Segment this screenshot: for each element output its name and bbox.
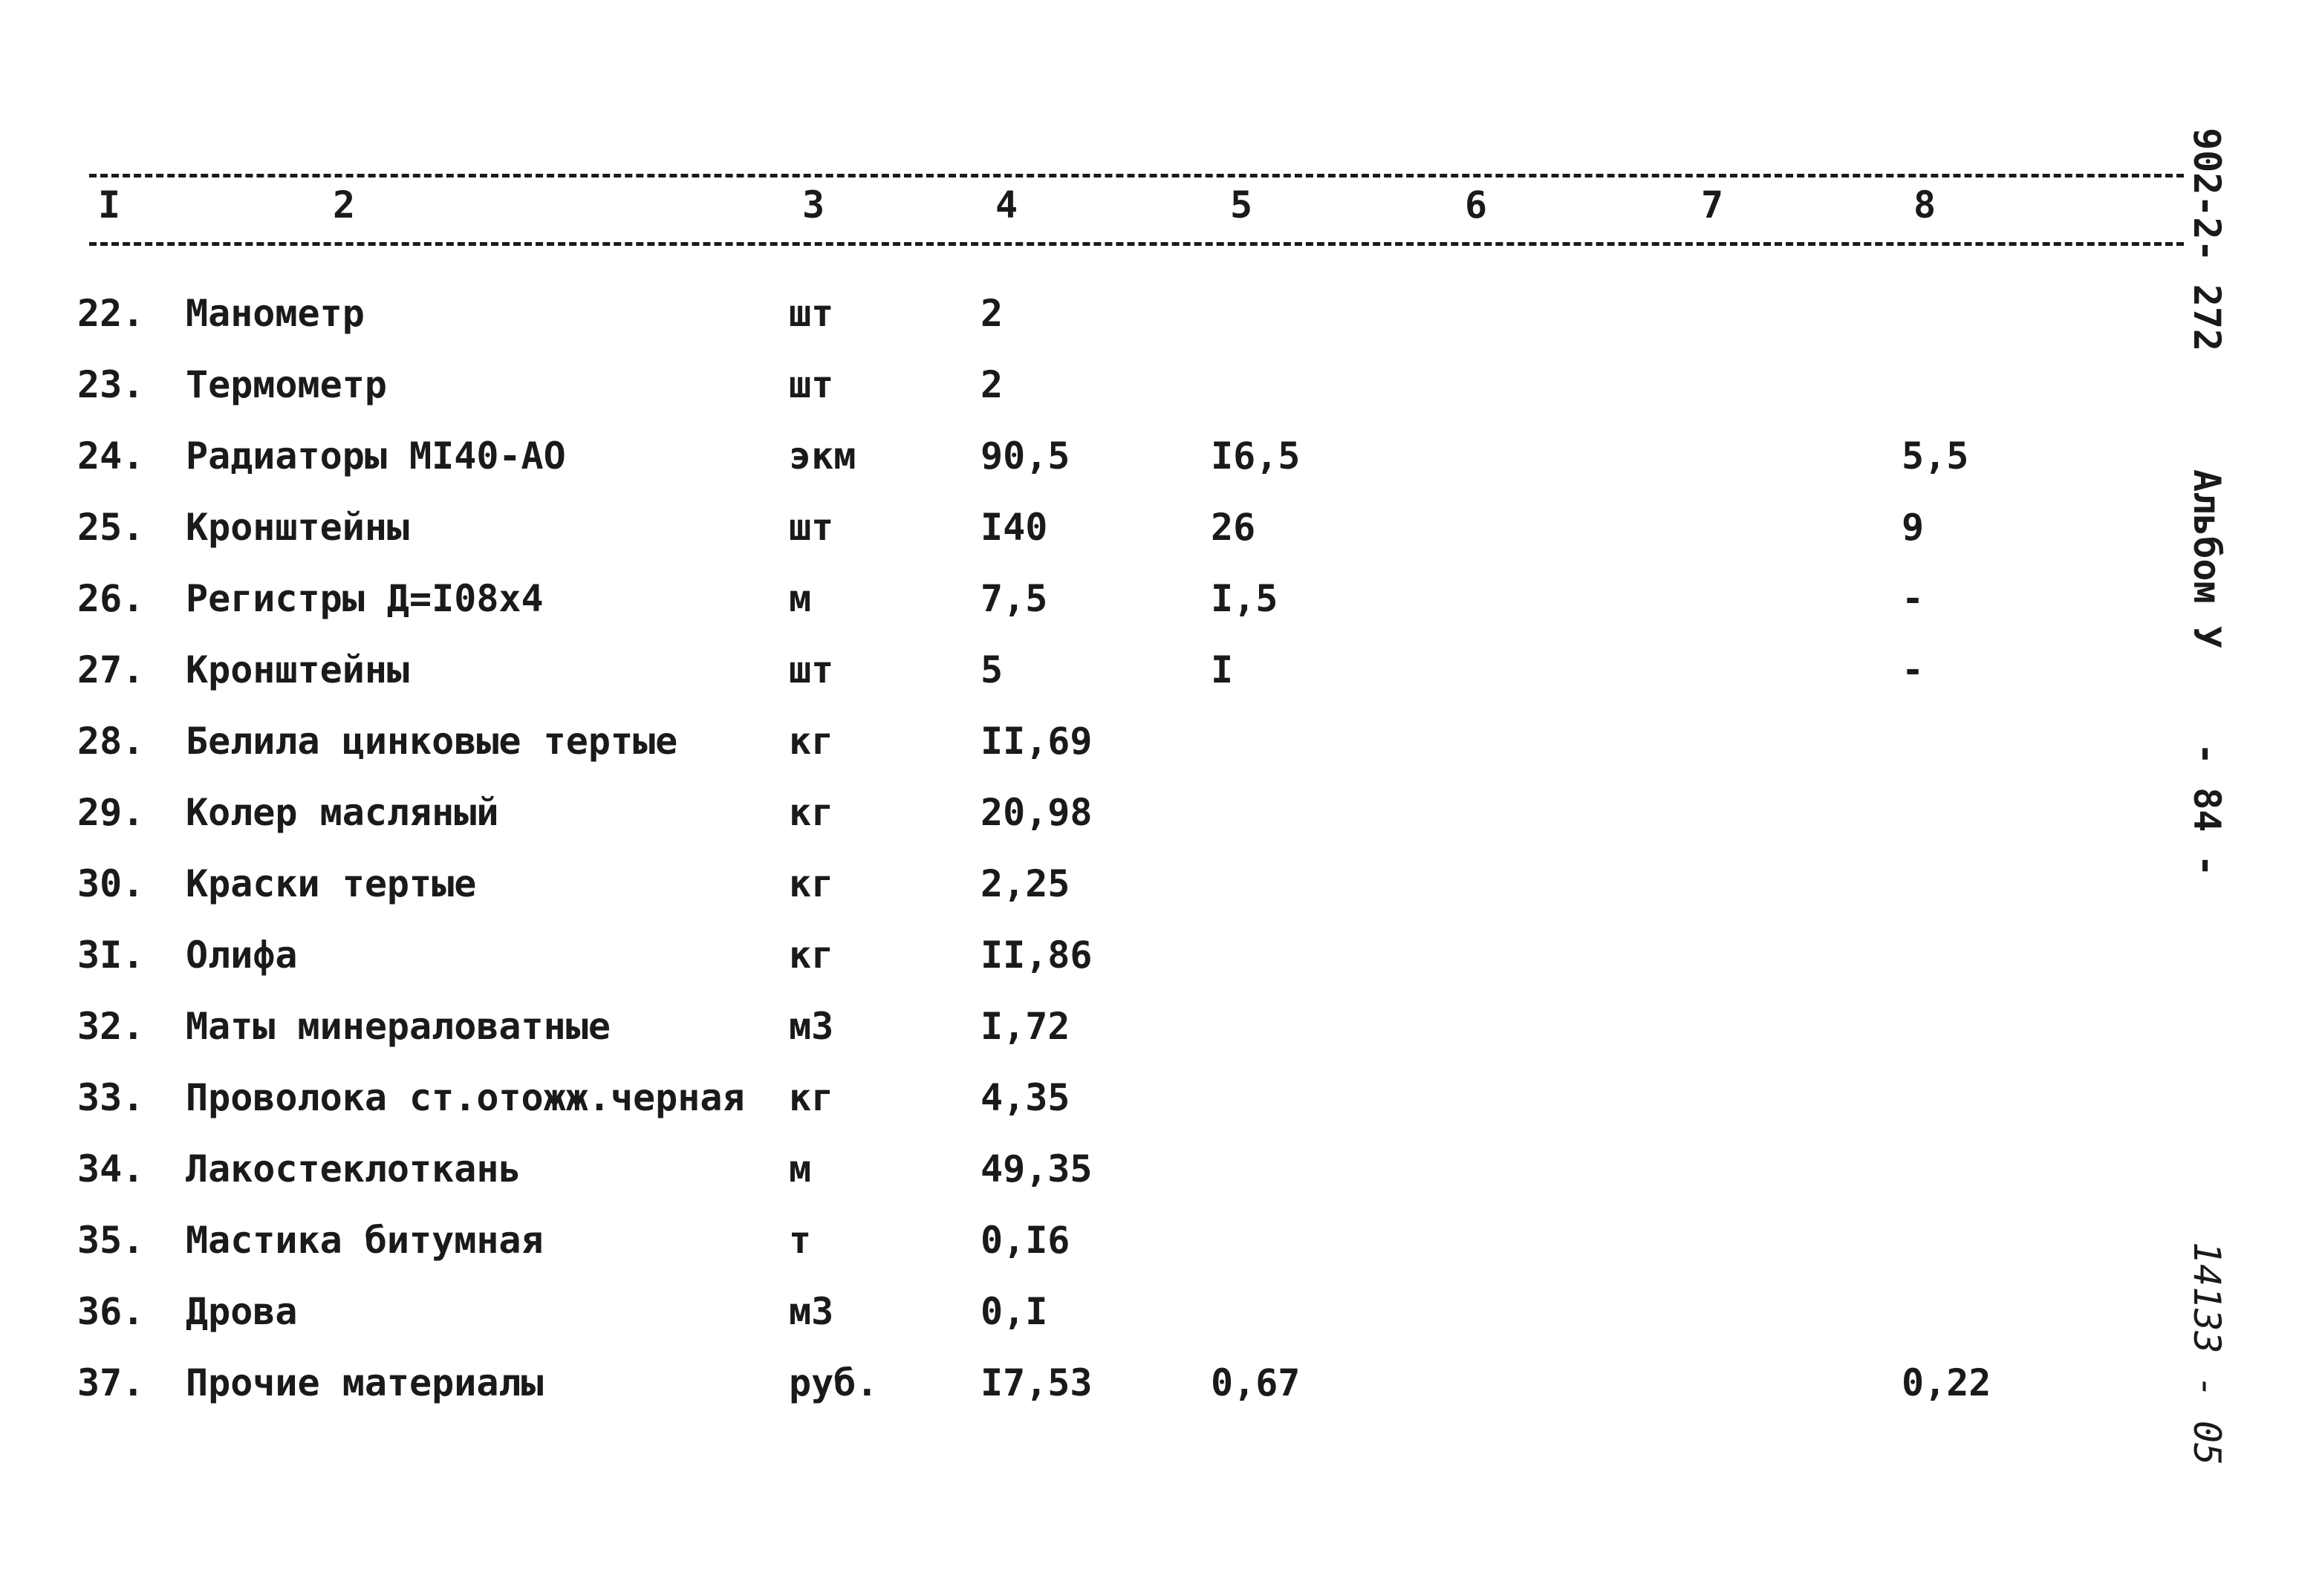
table-row (0, 997, 2154, 1056)
header-bottom-dashed-rule (89, 242, 2184, 246)
material-name: Проволока ст.отожж.черная (186, 1076, 745, 1119)
quantity-col-4: II,69 (981, 720, 1093, 763)
header-col-4: 4 (995, 183, 1018, 227)
material-name: Термометр (186, 363, 387, 406)
header-col-3: 3 (802, 183, 825, 227)
row-number: 28. (77, 720, 145, 763)
page-number: - 84 - (2185, 743, 2228, 877)
table-row (0, 498, 2154, 557)
unit: шт (789, 363, 834, 406)
material-name: Прочие материалы (186, 1361, 544, 1404)
quantity-col-4: 2 (981, 292, 1004, 335)
header-col-6: 6 (1465, 183, 1488, 227)
material-name: Олифа (186, 934, 298, 977)
quantity-col-4: I,72 (981, 1005, 1070, 1048)
row-number: 22. (77, 292, 145, 335)
table-row (0, 569, 2154, 628)
row-number: 30. (77, 862, 145, 905)
quantity-col-4: 7,5 (981, 577, 1048, 620)
unit: шт (789, 648, 834, 691)
header-col-2: 2 (333, 183, 356, 227)
table-row (0, 1282, 2154, 1341)
table-row (0, 1139, 2154, 1199)
table-row (0, 925, 2154, 985)
table-row (0, 1353, 2154, 1413)
unit: кг (789, 862, 834, 905)
header-col-7: 7 (1701, 183, 1724, 227)
material-name: Мастика битумная (186, 1219, 544, 1262)
quantity-col-4: 0,I (981, 1290, 1048, 1333)
material-name: Лакостеклоткань (186, 1147, 521, 1191)
quantity-col-5: I,5 (1211, 577, 1278, 620)
header-col-5: 5 (1230, 183, 1253, 227)
row-number: 34. (77, 1147, 145, 1191)
unit: м3 (789, 1005, 834, 1048)
unit: т (789, 1219, 812, 1262)
row-number: 35. (77, 1219, 145, 1262)
quantity-col-8: 0,22 (1902, 1361, 1991, 1404)
unit: кг (789, 934, 834, 977)
table-row (0, 284, 2154, 343)
unit: м3 (789, 1290, 834, 1333)
album-label: Альбом У (2185, 469, 2228, 648)
unit: руб. (789, 1361, 879, 1404)
header-col-8: 8 (1913, 183, 1937, 227)
row-number: 25. (77, 506, 145, 549)
material-name: Регистры Д=I08х4 (186, 577, 544, 620)
quantity-col-4: 5 (981, 648, 1004, 691)
unit: шт (789, 506, 834, 549)
table-row (0, 711, 2154, 771)
material-name: Радиаторы МI40-АО (186, 434, 566, 478)
row-number: 36. (77, 1290, 145, 1333)
quantity-col-5: I6,5 (1211, 434, 1301, 478)
quantity-col-5: 26 (1211, 506, 1256, 549)
material-name: Кронштейны (186, 648, 410, 691)
header-top-dashed-rule (89, 174, 2184, 177)
quantity-col-8: 9 (1902, 506, 1925, 549)
table-row (0, 1211, 2154, 1270)
quantity-col-4: 2 (981, 363, 1004, 406)
table-row (0, 783, 2154, 842)
table-row (0, 426, 2154, 486)
table-row (0, 854, 2154, 913)
quantity-col-4: 4,35 (981, 1076, 1070, 1119)
document-code: 902-2- 272 (2185, 128, 2228, 352)
material-name: Кронштейны (186, 506, 410, 549)
quantity-col-8: - (1902, 577, 1925, 620)
material-name: Дрова (186, 1290, 298, 1333)
material-name: Манометр (186, 292, 365, 335)
quantity-col-4: 0,I6 (981, 1219, 1070, 1262)
quantity-col-4: 49,35 (981, 1147, 1093, 1191)
quantity-col-4: II,86 (981, 934, 1093, 977)
row-number: 29. (77, 791, 145, 834)
row-number: 37. (77, 1361, 145, 1404)
row-number: 32. (77, 1005, 145, 1048)
row-number: 27. (77, 648, 145, 691)
quantity-col-5: 0,67 (1211, 1361, 1301, 1404)
material-name: Маты минераловатные (186, 1005, 611, 1048)
quantity-col-8: - (1902, 648, 1925, 691)
inventory-number: 14133 - 05 (2185, 1242, 2228, 1466)
material-name: Белила цинковые тертые (186, 720, 678, 763)
quantity-col-4: 90,5 (981, 434, 1070, 478)
unit: кг (789, 720, 834, 763)
quantity-col-4: I40 (981, 506, 1048, 549)
unit: м (789, 1147, 812, 1191)
material-name: Колер масляный (186, 791, 499, 834)
table-row (0, 355, 2154, 414)
table-row (0, 1068, 2154, 1127)
unit: м (789, 577, 812, 620)
unit: шт (789, 292, 834, 335)
row-number: 26. (77, 577, 145, 620)
material-name: Краски тертые (186, 862, 477, 905)
quantity-col-8: 5,5 (1902, 434, 1969, 478)
quantity-col-4: I7,53 (981, 1361, 1093, 1404)
header-col-1: I (98, 183, 121, 227)
unit: экм (789, 434, 856, 478)
row-number: 24. (77, 434, 145, 478)
unit: кг (789, 791, 834, 834)
quantity-col-4: 2,25 (981, 862, 1070, 905)
quantity-col-5: I (1211, 648, 1234, 691)
table-row (0, 640, 2154, 700)
row-number: 23. (77, 363, 145, 406)
unit: кг (789, 1076, 834, 1119)
row-number: 3I. (77, 934, 145, 977)
quantity-col-4: 20,98 (981, 791, 1093, 834)
row-number: 33. (77, 1076, 145, 1119)
